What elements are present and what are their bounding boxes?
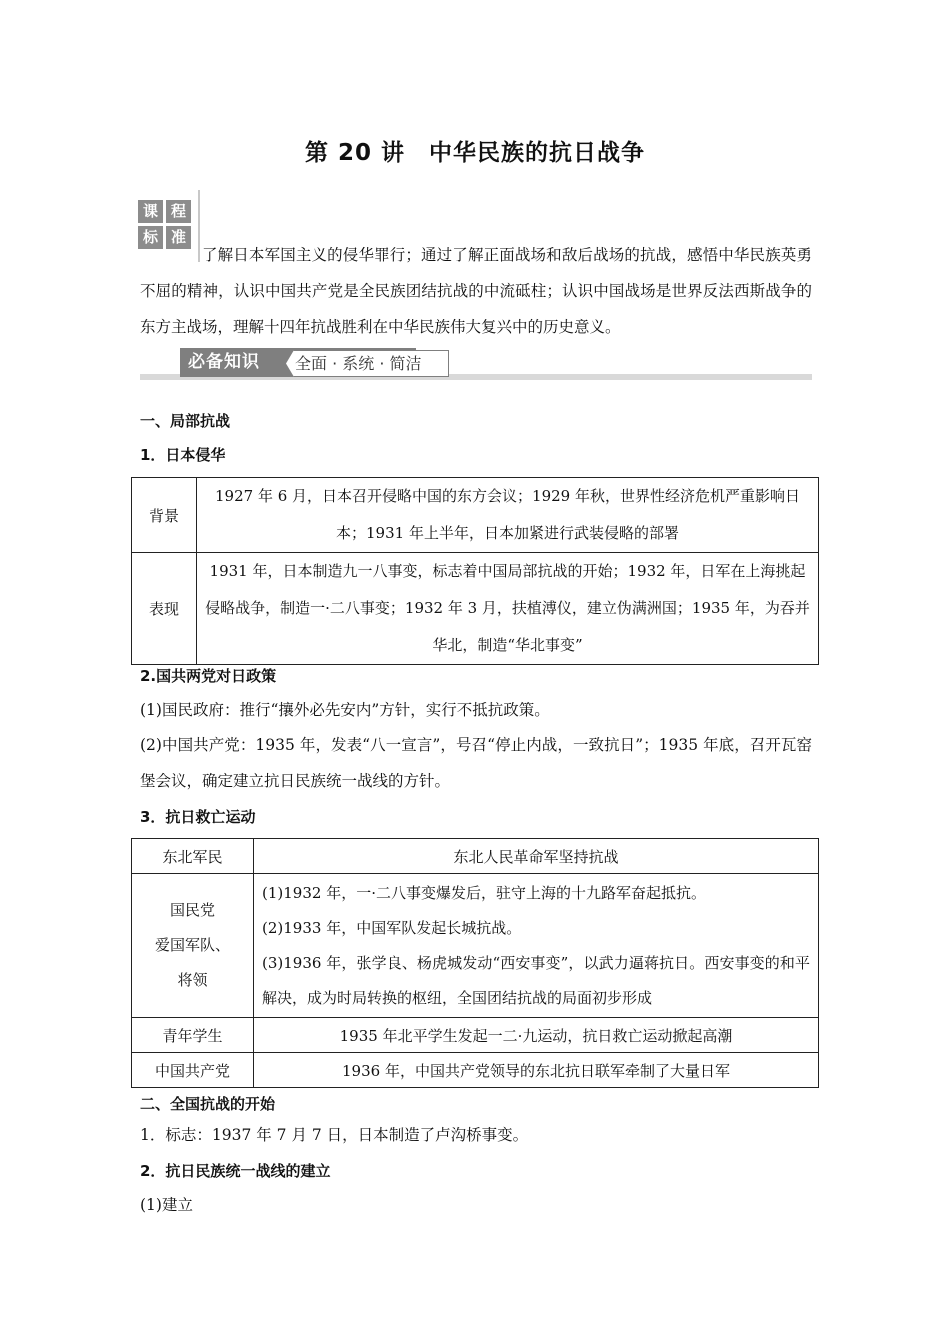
label-line: 将领 [177, 971, 208, 989]
banner-label: 必备知识 [188, 352, 260, 372]
policy-item: (1)国民政府：推行“攘外必先安内”方针，实行不抵抗政策。 [140, 701, 550, 719]
policy-item: (2)中国共产党：1935 年，发表“八一宣言”，号召“停止内战，一致抗日”；1935 年底，召开瓦窑堡会议，确定建立抗日民族统一战线的方针。 [140, 736, 812, 790]
subsection-heading: 2.国共两党对日政策 [140, 667, 277, 685]
table-content-cell [254, 874, 819, 1018]
list-item: (3)1936 年，张学良、杨虎城发动“西安事变”，以武力逼蒋抗日。西安事变的和平解决，成为时局转换的枢纽，全国团结抗战的局面初步形成 [262, 953, 810, 1007]
label-line: 国民党 [169, 901, 215, 919]
table-row [132, 478, 819, 553]
subsection-heading: 3．抗日救亡运动 [140, 808, 256, 826]
banner-subtitle: 全面 · 系统 · 简洁 [295, 354, 422, 373]
table-row [132, 553, 819, 665]
table-content-cell: 1936 年，中国共产党领导的东北抗日联军牵制了大量日军 [254, 1053, 819, 1088]
table-label-cell: 中国共产党 [132, 1053, 254, 1088]
table-row [132, 1053, 819, 1088]
resistance-movement-table [131, 838, 819, 1088]
label-line: 爱国军队、 [154, 936, 230, 954]
japan-invasion-table [131, 477, 819, 665]
table-content-cell: 东北人民革命军坚持抗战 [254, 839, 819, 874]
table-content-cell: 1927 年 6 月，日本召开侵略中国的东方会议；1929 年秋，世界性经济危机严重影响日本；1931 年上半年，日本加紧进行武装侵略的部署 [197, 478, 819, 553]
page-title: 第 20 讲 中华民族的抗日战争 [304, 140, 646, 166]
curriculum-standard-text: 了解日本军国主义的侵华罪行；通过了解正面战场和敌后战场的抗战，感悟中华民族英勇不屈的精神，认识中国共产党是全民族团结抗战的中流砥柱；认识中国战场是世界反法西斯战争的东方主战场，理解十四年抗战胜利在中华民族伟大复兴中的历史意义。 [140, 246, 812, 336]
section-heading: 二、全国抗战的开始 [140, 1095, 276, 1113]
section-heading: 一、局部抗战 [140, 412, 231, 430]
subsection-heading: 1．日本侵华 [140, 446, 226, 464]
list-item: (1)1932 年，一·二八事变爆发后，驻守上海的十九路军奋起抵抗。 [262, 883, 706, 902]
table-content-cell: 1935 年北平学生发起一二·九运动，抗日救亡运动掀起高潮 [254, 1018, 819, 1053]
badge-char: 程 [166, 200, 191, 223]
list-item: (2)1933 年，中国军队发起长城抗战。 [262, 918, 522, 937]
table-label-cell: 东北军民 [132, 839, 254, 874]
table-label-cell: 表现 [132, 553, 197, 665]
paragraph: 1．标志：1937 年 7 月 7 日，日本制造了卢沟桥事变。 [140, 1126, 529, 1144]
badge-char: 课 [138, 200, 163, 223]
table-label-cell: 背景 [132, 478, 197, 553]
badge-char: 准 [166, 226, 191, 249]
table-label-cell: 青年学生 [132, 1018, 254, 1053]
table-row [132, 839, 819, 874]
table-label-cell [132, 874, 254, 1018]
paragraph: (1)建立 [140, 1196, 193, 1214]
badge-char: 标 [138, 226, 163, 249]
subsection-heading: 2．抗日民族统一战线的建立 [140, 1162, 331, 1180]
knowledge-banner [140, 346, 812, 382]
table-row [132, 1018, 819, 1053]
table-row [132, 874, 819, 1018]
table-content-cell: 1931 年，日本制造九一八事变，标志着中国局部抗战的开始；1932 年，日军在上海挑起侵略战争，制造一·二八事变；1932 年 3 月，扶植溥仪，建立伪满洲国；1935 年，为吞并华北，制造“华北事变” [197, 553, 819, 665]
